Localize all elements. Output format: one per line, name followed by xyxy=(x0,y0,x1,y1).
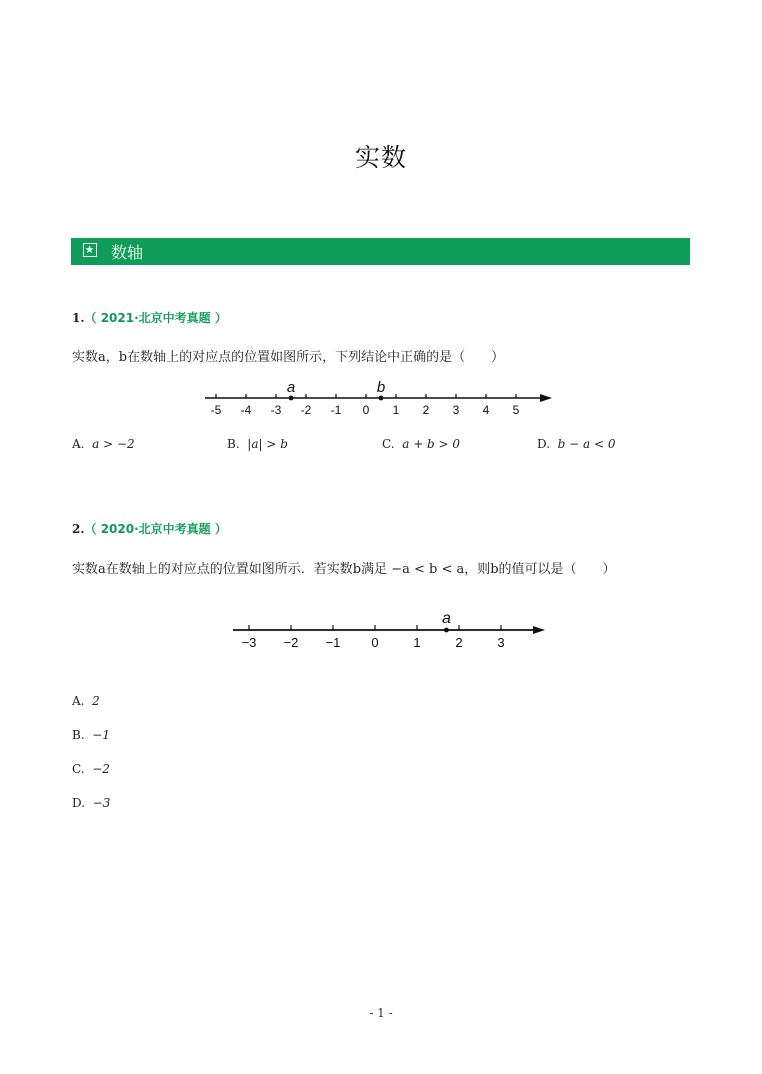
question-source: （ 2021·北京中考真题 ） xyxy=(84,311,227,325)
tick-label: 2 xyxy=(422,403,430,417)
number-line-2 xyxy=(225,605,555,655)
tick-label: 2 xyxy=(455,635,463,650)
tick-label: 0 xyxy=(371,635,379,650)
tick-label: 3 xyxy=(497,635,505,650)
point-a xyxy=(289,396,294,401)
question-number: 1. xyxy=(72,311,85,325)
tick-label: 5 xyxy=(512,403,520,417)
question-source: （ 2020·北京中考真题 ） xyxy=(84,522,227,536)
question-2-option-c: C. −2 xyxy=(72,762,110,776)
tick-label: -2 xyxy=(300,403,312,417)
tick-label: −3 xyxy=(241,635,257,650)
bookmark-star-icon xyxy=(83,243,97,257)
question-1-header xyxy=(72,309,227,326)
question-2-option-d: D. −3 xyxy=(72,796,111,810)
question-1-option-c: C. a + b > 0 xyxy=(382,437,461,451)
question-1-option-b: B. |a| > b xyxy=(227,437,288,451)
question-number: 2. xyxy=(72,522,85,536)
number-line-1 xyxy=(200,375,560,420)
question-2-option-a: A. 2 xyxy=(72,694,100,708)
tick-label: 4 xyxy=(482,403,490,417)
tick-label: 1 xyxy=(413,635,421,650)
tick-label: -3 xyxy=(270,403,282,417)
question-1-option-d: D. b − a < 0 xyxy=(537,437,616,451)
point-a xyxy=(444,628,449,633)
question-2-option-b: B. −1 xyxy=(72,728,110,742)
section-title: 数轴 xyxy=(111,243,144,262)
tick-label: −2 xyxy=(283,635,299,650)
question-2-stem: 实数a在数轴上的对应点的位置如图所示．若实数b满足 −a < b < a，则b的值可以是（ ） xyxy=(72,562,616,577)
point-label-b: b xyxy=(376,379,386,396)
point-label-a: a xyxy=(441,610,451,627)
point-label-a: a xyxy=(286,379,296,396)
question-1-option-a: A. a > −2 xyxy=(72,437,135,451)
tick-label: 1 xyxy=(392,403,400,417)
tick-label: -5 xyxy=(210,403,222,417)
point-b xyxy=(379,396,384,401)
section-header xyxy=(71,238,690,265)
tick-label: −1 xyxy=(325,635,341,650)
tick-label: 3 xyxy=(452,403,460,417)
axis-arrow xyxy=(533,626,545,634)
page-number: - 1 - xyxy=(369,1006,393,1020)
axis-arrow xyxy=(540,394,552,402)
question-2-header xyxy=(72,520,227,537)
tick-label: -1 xyxy=(330,403,342,417)
question-1-stem: 实数a，b在数轴上的对应点的位置如图所示，下列结论中正确的是（ ） xyxy=(72,350,505,365)
tick-label: -4 xyxy=(240,403,252,417)
page-title: 实数 xyxy=(354,143,407,172)
tick-label: 0 xyxy=(362,403,370,417)
